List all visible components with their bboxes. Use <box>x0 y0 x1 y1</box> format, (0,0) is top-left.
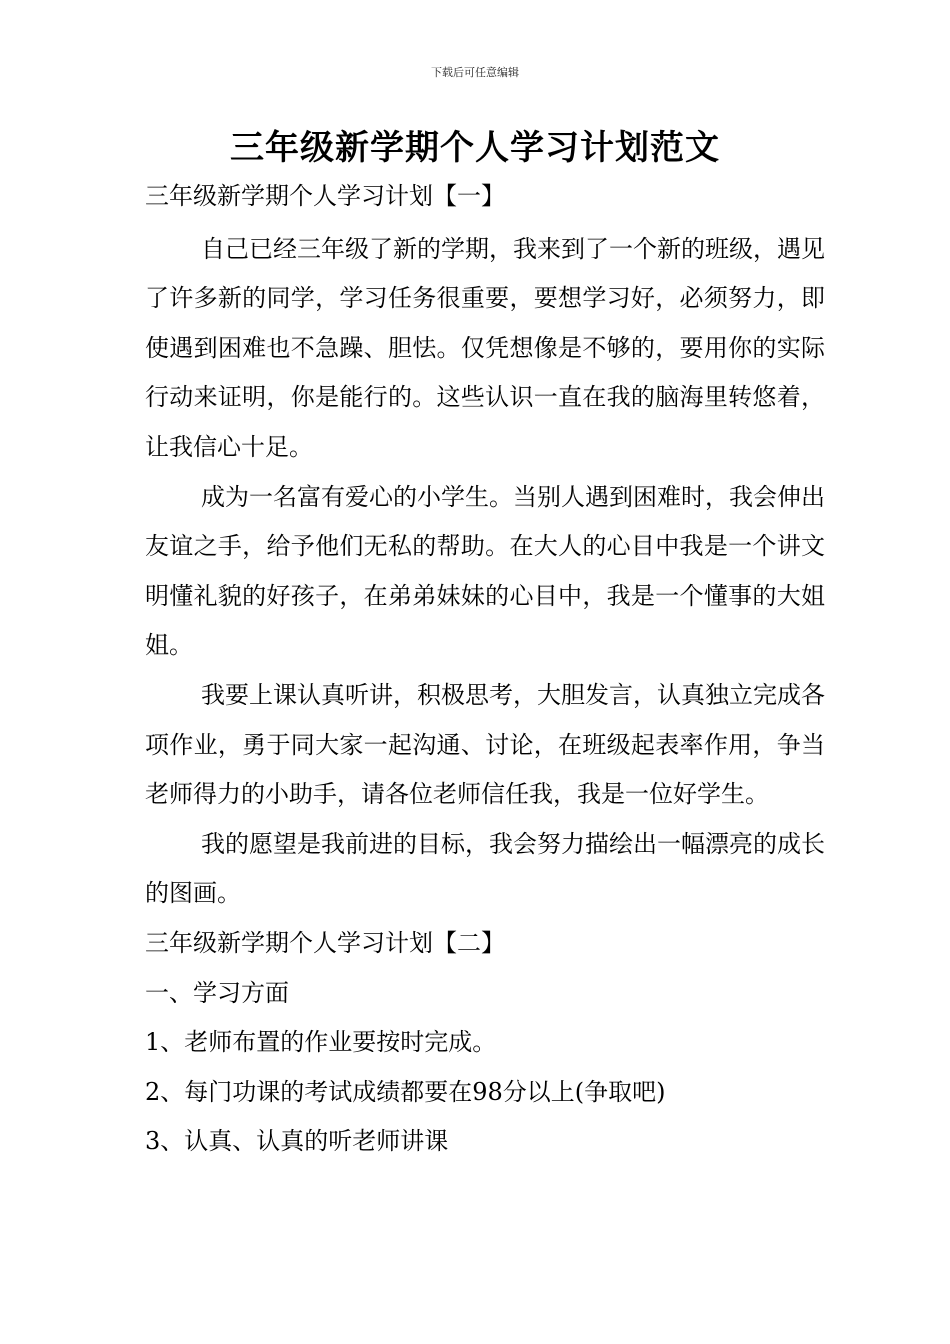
section-1-paragraph-2: 成为一名富有爱心的小学生。当别人遇到困难时，我会伸出友谊之手，给予他们无私的帮助。在大人的心目中我是一个讲文明懂礼貌的好孩子，在弟弟妹妹的心目中，我是一个懂事的大姐姐。 <box>145 482 825 660</box>
section-1-paragraph-1: 自己已经三年级了新的学期，我来到了一个新的班级，遇见了许多新的同学，学习任务很重要，要想学习好，必须努力，即使遇到困难也不急躁、胆怯。仅凭想像是不够的，要用你的实际行动来证明，你是能行的。这些认识一直在我的脑海里转悠着，让我信心十足。 <box>145 234 825 461</box>
list-item: 3、认真、认真的听老师讲课 <box>145 1127 449 1156</box>
section-2-heading: 三年级新学期个人学习计划【二】 <box>145 928 505 957</box>
document-title: 三年级新学期个人学习计划范文 <box>230 128 720 168</box>
section-2-subheading: 一、学习方面 <box>145 978 289 1007</box>
list-item: 1、老师布置的作业要按时完成。 <box>145 1028 497 1057</box>
list-item: 2、每门功课的考试成绩都要在98分以上(争取吧) <box>145 1077 666 1106</box>
section-1-paragraph-3: 我要上课认真听讲，积极思考，大胆发言，认真独立完成各项作业，勇于同大家一起沟通、讨论，在班级起表率作用，争当老师得力的小助手，请各位老师信任我，我是一位好学生。 <box>145 680 825 809</box>
section-1-heading: 三年级新学期个人学习计划【一】 <box>145 182 505 210</box>
header-note: 下载后可任意编辑 <box>431 66 519 79</box>
document-body <box>145 172 825 1167</box>
section-1-paragraph-4: 我的愿望是我前进的目标，我会努力描绘出一幅漂亮的成长的图画。 <box>145 829 825 908</box>
